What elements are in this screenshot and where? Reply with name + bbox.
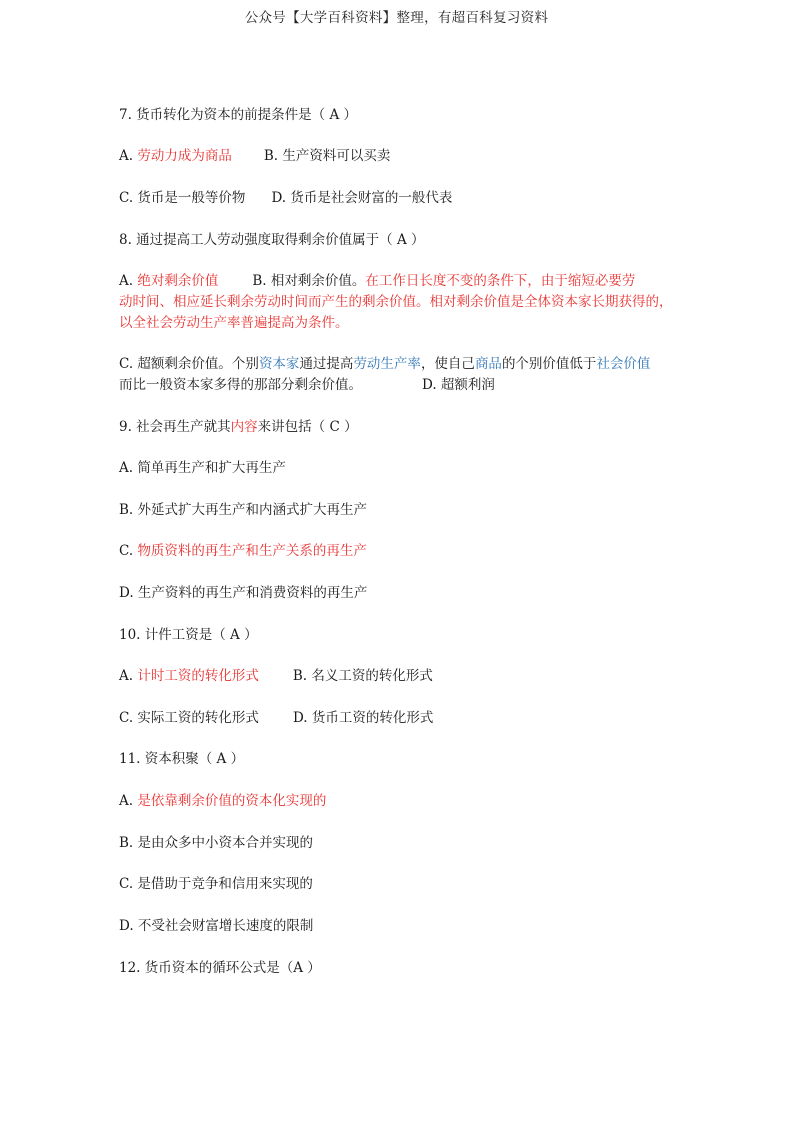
q9-stem-text: 9. 社会再生产就其: [119, 419, 231, 435]
q11-option-b: B. 是由众多中小资本合并实现的: [119, 835, 314, 851]
q8-option-b-explanation-1: 在工作日长度不变的条件下，由于缩短必要劳: [365, 273, 636, 289]
question-10-options-ab: [119, 666, 433, 686]
q11-option-a: [119, 791, 326, 811]
q8-option-a-letter: A.: [119, 273, 138, 289]
link-labor-productivity[interactable]: 劳动生产率: [353, 356, 421, 372]
q11-option-d: D. 不受社会财富增长速度的限制: [119, 918, 314, 934]
question-10-options-cd: [119, 708, 433, 728]
question-7-options-ab: [119, 146, 390, 166]
q9-option-a: A. 简单再生产和扩大再生产: [119, 460, 286, 476]
link-social-value[interactable]: 社会价值: [596, 356, 651, 372]
q7-option-a-answer: 劳动力成为商品: [137, 148, 232, 164]
q9-option-c: [119, 541, 367, 561]
q7-option-b: B. 生产资料可以买卖: [263, 148, 391, 164]
question-7-stem: 7. 货币转化为资本的前提条件是（ A ）: [119, 107, 358, 123]
q8-option-b: B. 相对剩余价值。: [252, 273, 366, 289]
q8-option-b-explanation-2: 动时间、相应延长剩余劳动时间而产生的剩余价值。相对剩余价值是全体资本家长期获得的，: [119, 294, 673, 310]
q10-option-a-answer: 计时工资的转化形式: [137, 668, 259, 684]
question-8-stem: 8. 通过提高工人劳动强度取得剩余价值属于（ A ）: [119, 232, 425, 248]
q9-option-d: D. 生产资料的再生产和消费资料的再生产: [119, 585, 368, 601]
q8-option-c-text: ，使自己: [420, 356, 475, 372]
question-7-options-cd: [119, 188, 452, 208]
question-9-stem: [119, 417, 358, 437]
q10-option-d: D. 货币工资的转化形式: [292, 710, 434, 726]
q10-option-a-letter: A.: [119, 668, 138, 684]
q8-option-a-answer: 绝对剩余价值: [137, 273, 219, 289]
question-11-stem: 11. 资本积聚（ A ）: [119, 751, 245, 767]
link-capitalist[interactable]: 资本家: [258, 356, 300, 372]
q10-option-c: C. 实际工资的转化形式: [119, 710, 259, 726]
q8-option-b-explanation-3: 以全社会劳动生产率普遍提高为条件。: [119, 315, 349, 331]
q8-option-d: D. 超额利润: [422, 377, 495, 393]
q7-option-a-letter: A.: [119, 148, 138, 164]
q7-option-c: C. 货币是一般等价物: [119, 190, 246, 206]
question-12-stem: 12. 货币资本的循环公式是（A ）: [119, 960, 321, 976]
question-8-options-ab: [119, 271, 635, 291]
q8-option-c-text: 的个别价值低于: [501, 356, 597, 372]
q11-option-a-answer: 是依靠剩余价值的资本化实现的: [137, 793, 327, 809]
q9-option-c-letter: C.: [119, 543, 138, 559]
q8-option-c-text: C. 超额剩余价值。个别: [119, 356, 259, 372]
page-header: 公众号【大学百科资料】整理，有超百科复习资料: [244, 10, 549, 26]
q8-option-c-text: 通过提高: [299, 356, 354, 372]
question-8-option-c-line1: [119, 354, 650, 374]
q11-option-a-letter: A.: [119, 793, 138, 809]
link-commodity[interactable]: 商品: [474, 356, 502, 372]
q7-option-d: D. 货币是社会财富的一般代表: [271, 190, 453, 206]
q10-option-b: B. 名义工资的转化形式: [292, 668, 433, 684]
q9-stem-highlight: 内容: [230, 419, 258, 435]
question-8-option-c-line2: [119, 375, 495, 395]
q9-option-c-answer: 物质资料的再生产和生产关系的再生产: [137, 543, 367, 559]
q11-option-c: C. 是借助于竞争和信用来实现的: [119, 876, 313, 892]
q8-option-c-text: 而比一般资本家多得的那部分剩余价值。: [119, 377, 362, 393]
question-10-stem: 10. 计件工资是（ A ）: [119, 627, 258, 643]
q9-stem-text: 来讲包括（ C ）: [257, 419, 358, 435]
q9-option-b: B. 外延式扩大再生产和内涵式扩大再生产: [119, 502, 368, 518]
